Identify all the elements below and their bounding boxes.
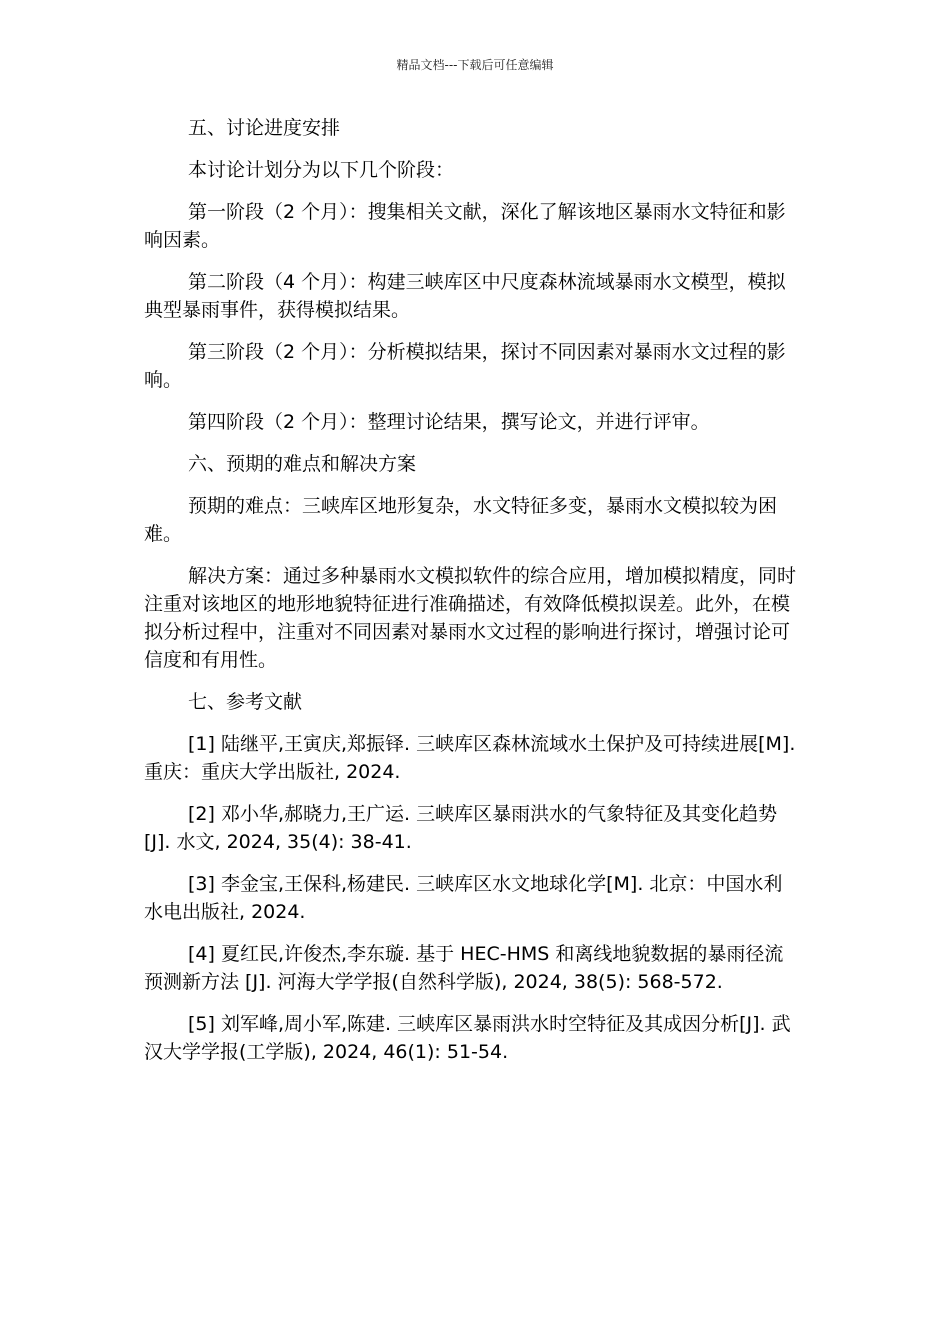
reference-item-1: [1] 陆继平,王寅庆,郑振铎. 三峡库区森林流域水土保护及可持续进展[M]. 重庆：重庆大学出版社, 2024. [144,733,796,783]
page-header: 精品文档---下载后可任意编辑 [396,58,554,72]
reference-item-5: [5] 刘军峰,周小军,陈建. 三峡库区暴雨洪水时空特征及其成因分析[J]. 武汉大学学报(工学版), 2024, 46(1): 51-54. [144,1013,791,1063]
reference-item-2: [2] 邓小华,郝晓力,王广运. 三峡库区暴雨洪水的气象特征及其变化趋势 [J]. 水文, 2024, 35(4): 38-41. [144,803,778,853]
section-heading-references: 七、参考文献 [188,691,303,713]
paragraph-solutions: 解决方案：通过多种暴雨水文模拟软件的综合应用，增加模拟精度，同时注重对该地区的地形地貌特征进行准确描述，有效降低模拟误差。此外，在模拟分析过程中，注重对不同因素对暴雨水文过程的影响进行探讨，增强讨论可信度和有用性。 [144,565,797,671]
paragraph-stage-4: 第四阶段（2 个月）：整理讨论结果，撰写论文，并进行评审。 [188,411,710,433]
document-body [144,114,796,1080]
paragraph-stage-3: 第三阶段（2 个月）：分析模拟结果，探讨不同因素对暴雨水文过程的影响。 [144,341,786,391]
paragraph-difficulties: 预期的难点：三峡库区地形复杂，水文特征多变，暴雨水文模拟较为困难。 [144,495,778,545]
reference-item-4: [4] 夏红民,许俊杰,李东璇. 基于 HEC-HMS 和离线地貌数据的暴雨径流预测新方法 [J]. 河海大学学报(自然科学版), 2024, 38(5): 568-572. [144,943,784,993]
section-heading-schedule: 五、讨论进度安排 [188,117,341,139]
section-heading-difficulties: 六、预期的难点和解决方案 [188,453,417,475]
reference-item-3: [3] 李金宝,王保科,杨建民. 三峡库区水文地球化学[M]. 北京：中国水利水电出版社, 2024. [144,873,783,923]
paragraph-stage-2: 第二阶段（4 个月）：构建三峡库区中尺度森林流域暴雨水文模型，模拟典型暴雨事件，获得模拟结果。 [144,271,786,321]
paragraph-stage-1: 第一阶段（2 个月）：搜集相关文献，深化了解该地区暴雨水文特征和影响因素。 [144,201,786,251]
paragraph-intro: 本讨论计划分为以下几个阶段： [188,159,455,181]
